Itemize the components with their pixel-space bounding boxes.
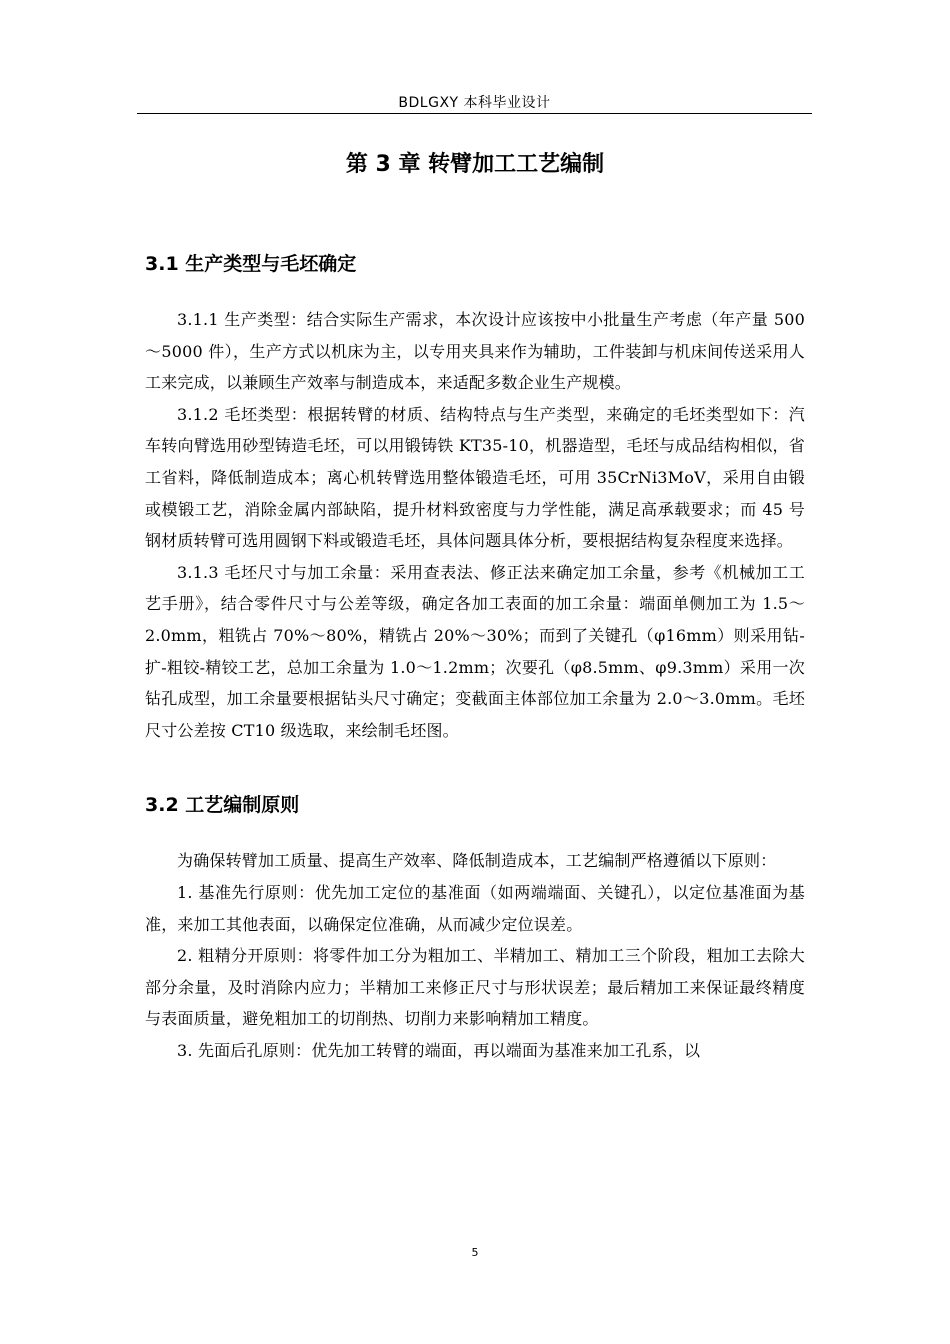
page-number: 5 [471, 1246, 479, 1259]
list-item: 1. 基准先行原则：优先加工定位的基准面（如两端端面、关键孔），以定位基准面为基准，来加工其他表面，以确保定位准确，从而减少定位误差。 [145, 882, 805, 934]
chapter-title: 第 3 章 转臂加工工艺编制 [345, 152, 605, 177]
page-content [145, 148, 805, 1066]
running-header: BDLGXY 本科毕业设计 [398, 95, 551, 111]
paragraph: 为确保转臂加工质量、提高生产效率、降低制造成本，工艺编制严格遵循以下原则： [177, 851, 777, 871]
section-heading: 3.2 工艺编制原则 [145, 794, 300, 817]
list-item: 3. 先面后孔原则：优先加工转臂的端面，再以端面为基准来加工孔系，以 [177, 1040, 701, 1060]
paragraph: 3.1.1 生产类型：结合实际生产需求，本次设计应该按中小批量生产考虑（年产量 500～5000 件），生产方式以机床为主，以专用夹具来作为辅助，工件装卸与机床间传送采用人工来完成，以兼顾生产效率与制造成本，来适配多数企业生产规模。 [145, 310, 805, 393]
paragraph: 3.1.3 毛坯尺寸与加工余量：采用查表法、修正法来确定加工余量，参考《机械加工工艺手册》，结合零件尺寸与公差等级，确定各加工表面的加工余量：端面单侧加工为 1.5～2.0mm，粗铣占 70%～80%，精铣占 20%～30%；而到了关键孔（φ16mm）则采用钻-扩-粗铰-精铰工艺，总加工余量为 1.0～1.2mm；次要孔（φ8.5mm、φ9.3mm）采用一次钻孔成型，加工余量要根据钻头尺寸确定；变截面主体部位加工余量为 2.0～3.0mm。毛坯尺寸公差按 CT10 级选取，来绘制毛坯图。 [145, 562, 805, 740]
section-heading: 3.1 生产类型与毛坯确定 [145, 253, 357, 275]
list-item: 2. 粗精分开原则：将零件加工分为粗加工、半精加工、精加工三个阶段，粗加工去除大部分余量，及时消除内应力；半精加工来修正尺寸与形状误差；最后精加工来保证最终精度与表面质量，避免粗加工的切削热、切削力来影响精加工精度。 [145, 946, 805, 1029]
paragraph: 3.1.2 毛坯类型：根据转臂的材质、结构特点与生产类型，来确定的毛坯类型如下：汽车转向臂选用砂型铸造毛坯，可以用锻铸铁 KT35-10，机器造型，毛坯与成品结构相似，省工省料，降低制造成本；离心机转臂选用整体锻造毛坯，可用 35CrNi3MoV，采用自由锻或模锻工艺，消除金属内部缺陷，提升材料致密度与力学性能，满足高承载要求；而 45 号钢材质转臂可选用圆钢下料或锻造毛坯，具体问题具体分析，要根据结构复杂程度来选择。 [145, 404, 805, 551]
header-rule [137, 113, 812, 114]
